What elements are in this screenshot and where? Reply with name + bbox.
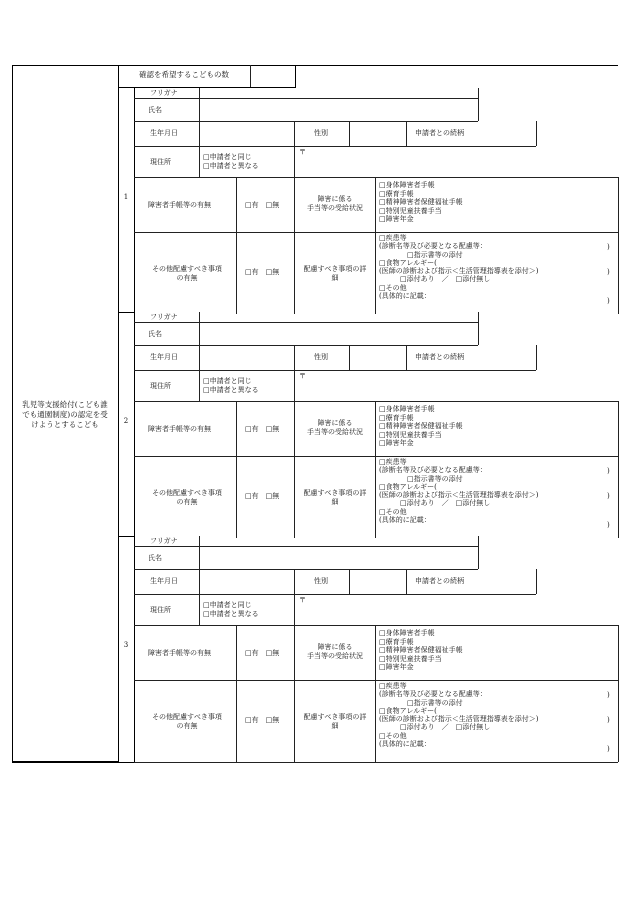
child-number: 2 bbox=[123, 417, 129, 425]
address-option-same: □申請者と同じ bbox=[203, 601, 252, 609]
address-option-same: □申請者と同じ bbox=[203, 153, 252, 161]
handbook-label: 障害者手帳等の有無 bbox=[148, 425, 211, 433]
relation-label: 申請者との続柄 bbox=[415, 577, 464, 585]
handbook-label: 障害者手帳等の有無 bbox=[148, 201, 211, 209]
allowance-label: 障害に係る 手当等の受給状況 bbox=[307, 195, 363, 212]
relation-label: 申請者との続柄 bbox=[415, 129, 464, 137]
address-label: 現住所 bbox=[150, 606, 171, 614]
count-label: 確認を希望するこどもの数 bbox=[139, 70, 229, 79]
consideration-label: その他配慮すべき事項 の有無 bbox=[152, 713, 222, 730]
handbook-label: 障害者手帳等の有無 bbox=[148, 649, 211, 657]
gender-label: 性別 bbox=[314, 577, 328, 585]
allowance-list: □身体障害者手帳 □療育手帳 □精神障害者保健福祉手帳 □特別児童扶養手当 □障害年金 bbox=[379, 405, 463, 448]
relation-label: 申請者との続柄 bbox=[415, 353, 464, 361]
child-number: 3 bbox=[123, 641, 129, 649]
consideration-detail-label: 配慮すべき事項の詳 細 bbox=[303, 489, 367, 506]
furigana-label: フリガナ bbox=[150, 313, 178, 321]
consideration-yes-no: □有 □無 bbox=[245, 492, 280, 500]
consideration-list: □疾患等 (診断名等及び必要となる配慮等： □指示書等の添付 □食物アレルギー( (医師の診断および指示＜生活管理指導表を添付＞) □添付あり ／ □添付無し □その他 (具体的に記載： bbox=[379, 234, 539, 301]
handbook-yes-no: □有 □無 bbox=[245, 425, 280, 433]
address-label: 現住所 bbox=[150, 158, 171, 166]
consideration-detail-label: 配慮すべき事項の詳 細 bbox=[303, 713, 367, 730]
consideration-label: その他配慮すべき事項 の有無 bbox=[152, 489, 222, 506]
consideration-detail-label: 配慮すべき事項の詳 細 bbox=[303, 265, 367, 282]
count-input[interactable] bbox=[251, 66, 295, 87]
name-label: 氏名 bbox=[148, 554, 162, 562]
birthdate-label: 生年月日 bbox=[150, 353, 178, 361]
allowance-label: 障害に係る 手当等の受給状況 bbox=[307, 643, 363, 660]
outer-label: 乳児等支援給付(こども誰 でも通園制度)の認定を受 けようとするこども bbox=[22, 400, 108, 429]
address-option-same: □申請者と同じ bbox=[203, 377, 252, 385]
name-label: 氏名 bbox=[148, 106, 162, 114]
address-option-diff: □申請者と異なる bbox=[203, 162, 259, 170]
allowance-label: 障害に係る 手当等の受給状況 bbox=[307, 419, 363, 436]
allowance-list: □身体障害者手帳 □療育手帳 □精神障害者保健福祉手帳 □特別児童扶養手当 □障害年金 bbox=[379, 629, 463, 672]
gender-label: 性別 bbox=[314, 353, 328, 361]
handbook-yes-no: □有 □無 bbox=[245, 201, 280, 209]
consideration-list: □疾患等 (診断名等及び必要となる配慮等： □指示書等の添付 □食物アレルギー( (医師の診断および指示＜生活管理指導表を添付＞) □添付あり ／ □添付無し □その他 (具体的に記載： bbox=[379, 458, 539, 525]
consideration-yes-no: □有 □無 bbox=[245, 716, 280, 724]
handbook-yes-no: □有 □無 bbox=[245, 649, 280, 657]
postal-mark: 〒 bbox=[299, 372, 306, 380]
name-label: 氏名 bbox=[148, 330, 162, 338]
gender-label: 性別 bbox=[314, 129, 328, 137]
birthdate-label: 生年月日 bbox=[150, 577, 178, 585]
address-option-diff: □申請者と異なる bbox=[203, 386, 259, 394]
birthdate-label: 生年月日 bbox=[150, 129, 178, 137]
postal-mark: 〒 bbox=[299, 148, 306, 156]
furigana-label: フリガナ bbox=[150, 89, 178, 97]
consideration-yes-no: □有 □無 bbox=[245, 268, 280, 276]
consideration-list: □疾患等 (診断名等及び必要となる配慮等： □指示書等の添付 □食物アレルギー( (医師の診断および指示＜生活管理指導表を添付＞) □添付あり ／ □添付無し □その他 (具体的に記載： bbox=[379, 682, 539, 749]
postal-mark: 〒 bbox=[299, 596, 306, 604]
allowance-list: □身体障害者手帳 □療育手帳 □精神障害者保健福祉手帳 □特別児童扶養手当 □障害年金 bbox=[379, 181, 463, 224]
address-label: 現住所 bbox=[150, 382, 171, 390]
consideration-label: その他配慮すべき事項 の有無 bbox=[152, 265, 222, 282]
address-option-diff: □申請者と異なる bbox=[203, 610, 259, 618]
child-number: 1 bbox=[123, 193, 129, 201]
furigana-label: フリガナ bbox=[150, 537, 178, 545]
